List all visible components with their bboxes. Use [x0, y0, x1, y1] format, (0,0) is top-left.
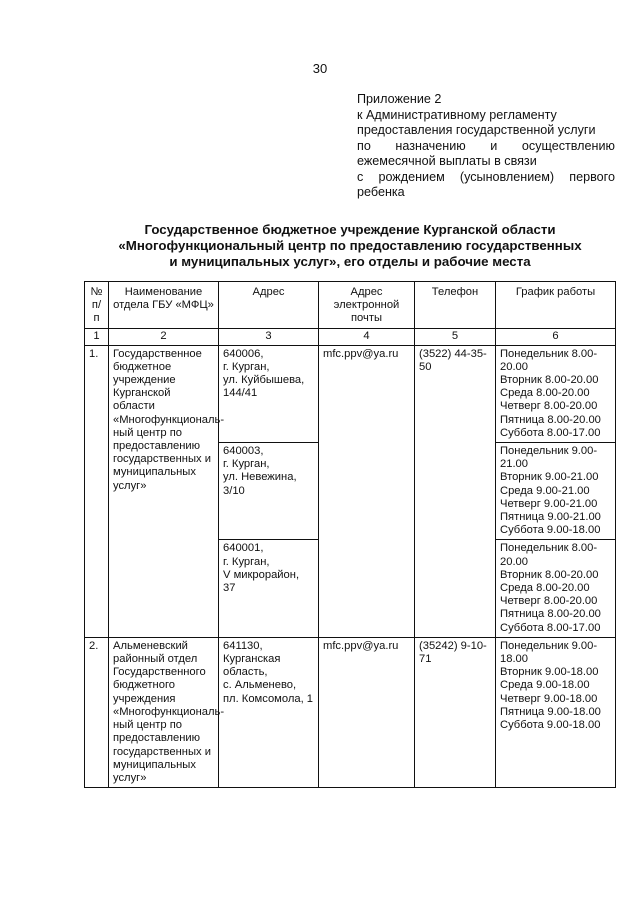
schedule-line: Понедельник 8.00-20.00: [500, 542, 598, 568]
column-number: 1: [85, 328, 109, 345]
schedule-line: Вторник 8.00-20.00: [500, 568, 599, 581]
header-cell: Адрес электронной почты: [319, 282, 415, 329]
address-line: 640001,: [223, 542, 264, 555]
address-line: г. Курган,: [223, 555, 270, 568]
column-number: 2: [109, 328, 219, 345]
schedule-line: Понедельник 8.00-20.00: [500, 347, 598, 373]
address-line: пл. Комсомола, 1: [223, 692, 314, 705]
header-cell: № п/п: [85, 282, 109, 329]
address-cell: [219, 540, 319, 637]
appendix-word: осуществлению: [521, 138, 615, 153]
address-line: с. Альменево,: [223, 679, 297, 692]
header-row: [85, 282, 616, 329]
schedule-line: Вторник 8.00-20.00: [500, 374, 599, 387]
phone-cell: (3522) 44-35-50: [415, 345, 496, 637]
office-name: Альменевский районный отдел Государственного бюджетного учреждения «Многофункциональ-ный центр по предоставлению государственных и муниципальных услуг»: [109, 637, 219, 787]
schedule-line: Пятница 8.00-20.00: [500, 413, 601, 426]
address-cell: [219, 345, 319, 442]
address-cell: [219, 443, 319, 540]
address-line: область,: [223, 666, 268, 679]
address-line: 640006,: [223, 347, 264, 360]
address-line: 144/41: [223, 387, 258, 400]
column-number: 3: [219, 328, 319, 345]
schedule-line: Суббота 9.00-18.00: [500, 719, 601, 732]
schedule-line: Суббота 8.00-17.00: [500, 426, 601, 439]
address-line: г. Курган,: [223, 458, 270, 471]
schedule-line: Четверг 9.00-21.00: [500, 497, 598, 510]
address-line: V микрорайон, 37: [223, 568, 300, 595]
schedule-cell: [496, 540, 616, 637]
schedule-line: Среда 9.00-18.00: [500, 679, 590, 692]
schedule-line: Пятница 9.00-21.00: [500, 511, 601, 524]
table-row: [85, 637, 616, 787]
row-number: 1.: [85, 345, 109, 637]
appendix-word: и: [490, 138, 498, 153]
appendix-word: с: [357, 169, 364, 184]
schedule-line: Понедельник 9.00-18.00: [500, 639, 598, 666]
appendix-word: назначению: [395, 138, 466, 153]
offices-table: [84, 281, 616, 788]
schedule-cell: [496, 637, 616, 787]
title-line: и муниципальных услуг», его отделы и рабочие места: [169, 254, 531, 269]
header-cell: График работы: [496, 282, 616, 329]
appendix-word: первого: [569, 169, 615, 184]
appendix-word: рождением: [378, 169, 445, 184]
phone-cell: (35242) 9-10-71: [415, 637, 496, 787]
appendix-line: предоставления государственной услуги: [357, 123, 596, 137]
column-number: 5: [415, 328, 496, 345]
appendix-line: к Административному регламенту: [357, 107, 557, 122]
schedule-line: Четверг 9.00-18.00: [500, 692, 598, 705]
address-line: Курганская: [223, 653, 281, 666]
schedule-line: Понедельник 9.00-21.00: [500, 445, 598, 471]
row-number: 2.: [85, 637, 109, 787]
address-line: ул. Невежина, 3/10: [223, 471, 297, 497]
column-number-row: [85, 328, 616, 345]
schedule-line: Вторник 9.00-21.00: [500, 471, 599, 484]
header-cell: Наименование отдела ГБУ «МФЦ»: [109, 282, 219, 329]
schedule-line: Вторник 9.00-18.00: [500, 666, 599, 679]
title-line: Государственное бюджетное учреждение Курганской области: [144, 222, 556, 237]
appendix-header: [357, 92, 615, 201]
appendix-line: [357, 139, 615, 155]
schedule-line: Среда 9.00-21.00: [500, 484, 590, 497]
appendix-word: по: [357, 138, 371, 153]
schedule-line: Суббота 9.00-18.00: [500, 524, 601, 537]
header-cell: Телефон: [415, 282, 496, 329]
appendix-word: (усыновлением): [459, 169, 555, 184]
table-row: [85, 345, 616, 442]
appendix-line: ребенка: [357, 185, 405, 199]
address-line: 640003,: [223, 445, 264, 458]
schedule-line: Четверг 8.00-20.00: [500, 595, 598, 608]
appendix-line: Приложение 2: [357, 92, 442, 106]
schedule-cell: [496, 443, 616, 540]
column-number: 6: [496, 328, 616, 345]
address-line: ул. Куйбышева,: [223, 374, 305, 387]
column-number: 4: [319, 328, 415, 345]
appendix-line: [357, 170, 615, 186]
office-name: Государственное бюджетное учреждение Курганской области «Многофункциональ-ный центр по предоставлению государственных и муниципальных услуг»: [109, 345, 219, 637]
schedule-line: Среда 8.00-20.00: [500, 582, 590, 595]
schedule-line: Пятница 8.00-20.00: [500, 608, 601, 621]
appendix-line: ежемесячной выплаты в связи: [357, 154, 537, 168]
title-line: «Многофункциональный центр по предоставлению государственных: [118, 238, 582, 253]
address-line: г. Курган,: [223, 360, 270, 373]
schedule-line: Среда 8.00-20.00: [500, 387, 590, 400]
email-cell: mfc.ppv@ya.ru: [319, 637, 415, 787]
schedule-line: Четверг 8.00-20.00: [500, 400, 598, 413]
address-line: 641130,: [223, 639, 263, 652]
schedule-cell: [496, 345, 616, 442]
email-cell: mfc.ppv@ya.ru: [319, 345, 415, 637]
document-title: [100, 222, 600, 270]
schedule-line: Пятница 9.00-18.00: [500, 705, 601, 718]
address-cell: [219, 637, 319, 787]
schedule-line: Суббота 8.00-17.00: [500, 621, 601, 634]
header-cell: Адрес: [219, 282, 319, 329]
page-number: 30: [312, 61, 328, 76]
